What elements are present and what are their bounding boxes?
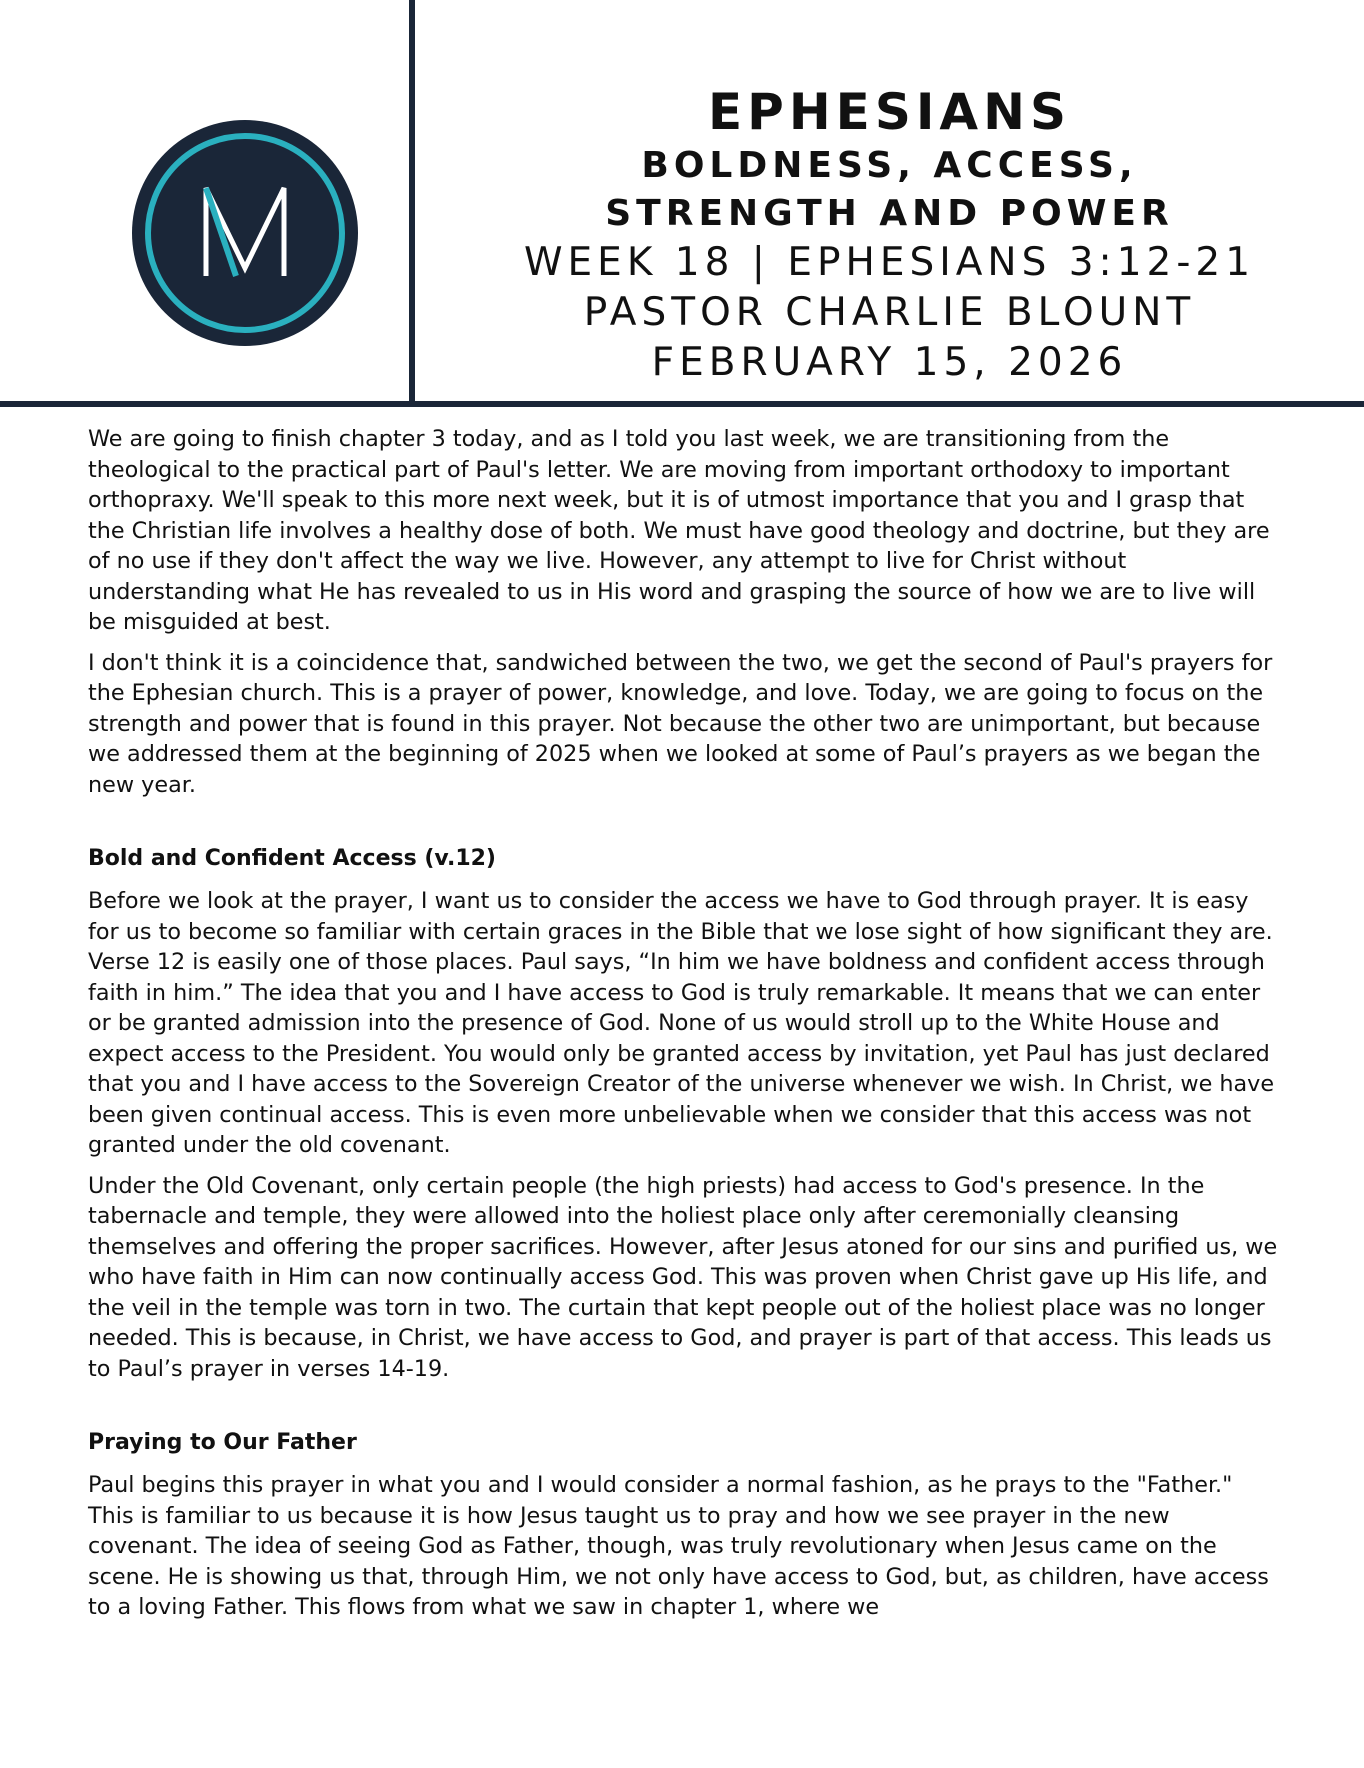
access-paragraph-2: Under the Old Covenant, only certain people (the high priests) had access to God's presence. In the tabernacle and temple, they were allowed into the holiest place only after ceremonially cleansing themselves and offering the proper sacrifices. However, after Jesus atoned for our sins and purified us, we who have faith in Him can now continually access God. This was proven when Christ gave up His life, and the veil in the temple was torn in two. The curtain that kept people out of the holiest place was no longer needed. This is because, in Christ, we have access to God, and prayer is part of that access. This leads us to Paul’s prayer in verses 14-19. [88, 1172, 1278, 1382]
pastor-name: PASTOR CHARLIE BLOUNT [583, 290, 1196, 335]
section-heading-access: Bold and Confident Access (v.12) [88, 846, 496, 871]
intro-paragraph-1: We are going to finish chapter 3 today, and as I told you last week, we are transitioning from the theological to the practical part of Paul's letter. We are moving from important orthodoxy to important orthopraxy. We'll speak to this more next week, but it is of utmost importance that you and I grasp that the Christian life involves a healthy dose of both. We must have good theology and doctrine, but they are of no use if they don't affect the way we live. However, any attempt to live for Christ without understanding what He has revealed to us in His word and grasping the source of how we are to live will be misguided at best. [88, 426, 1270, 635]
church-logo-icon [130, 118, 360, 348]
father-paragraph-1: Paul begins this prayer in what you and I would consider a normal fashion, as he prays to the "Father." This is familiar to us because it is how Jesus taught us to pray and how we see prayer in the new covenant. The idea of seeing God as Father, though, was truly revolutionary when Jesus came on the scene. He is showing us that, through Him, we not only have access to God, but, as children, have access to a loving Father. This flows from what we saw in chapter 1, where we [88, 1472, 1269, 1620]
sermon-date: FEBRUARY 15, 2026 [651, 340, 1128, 385]
horizontal-divider [0, 401, 1364, 407]
sermon-header [0, 0, 1364, 401]
sermon-body [88, 424, 1278, 1633]
access-paragraph-1: Before we look at the prayer, I want us to consider the access we have to God through prayer. It is easy for us to become so familiar with certain graces in the Bible that we lose sight of how significant they are. Verse 12 is easily one of those places. Paul says, “In him we have boldness and confident access through faith in him.” The idea that you and I have access to God is truly remarkable. It means that we can enter or be granted admission into the presence of God. None of us would stroll up to the White House and expect access to the President. You would only be granted access by invitation, yet Paul has just declared that you and I have access to the Sovereign Creator of the universe whenever we wish. In Christ, we have been given continual access. This is even more unbelievable when we consider that this access was not granted under the old covenant. [88, 888, 1275, 1158]
logo-panel [0, 0, 411, 401]
sermon-title-line2: STRENGTH AND POWER [605, 193, 1174, 234]
title-block [415, 82, 1364, 388]
intro-paragraph-2: I don't think it is a coincidence that, sandwiched between the two, we get the second of Paul's prayers for the Ephesian church. This is a prayer of power, knowledge, and love. Today, we are going to focus on the strength and power that is found in this prayer. Not because the other two are unimportant, but because we addressed them at the beginning of 2025 when we looked at some of Paul’s prayers as we began the new year. [88, 649, 1273, 798]
series-title: EPHESIANS [708, 83, 1071, 141]
week-reference: WEEK 18 | EPHESIANS 3:12-21 [523, 240, 1256, 285]
sermon-title-line1: BOLDNESS, ACCESS, [641, 145, 1138, 186]
section-heading-father: Praying to Our Father [88, 1430, 357, 1455]
